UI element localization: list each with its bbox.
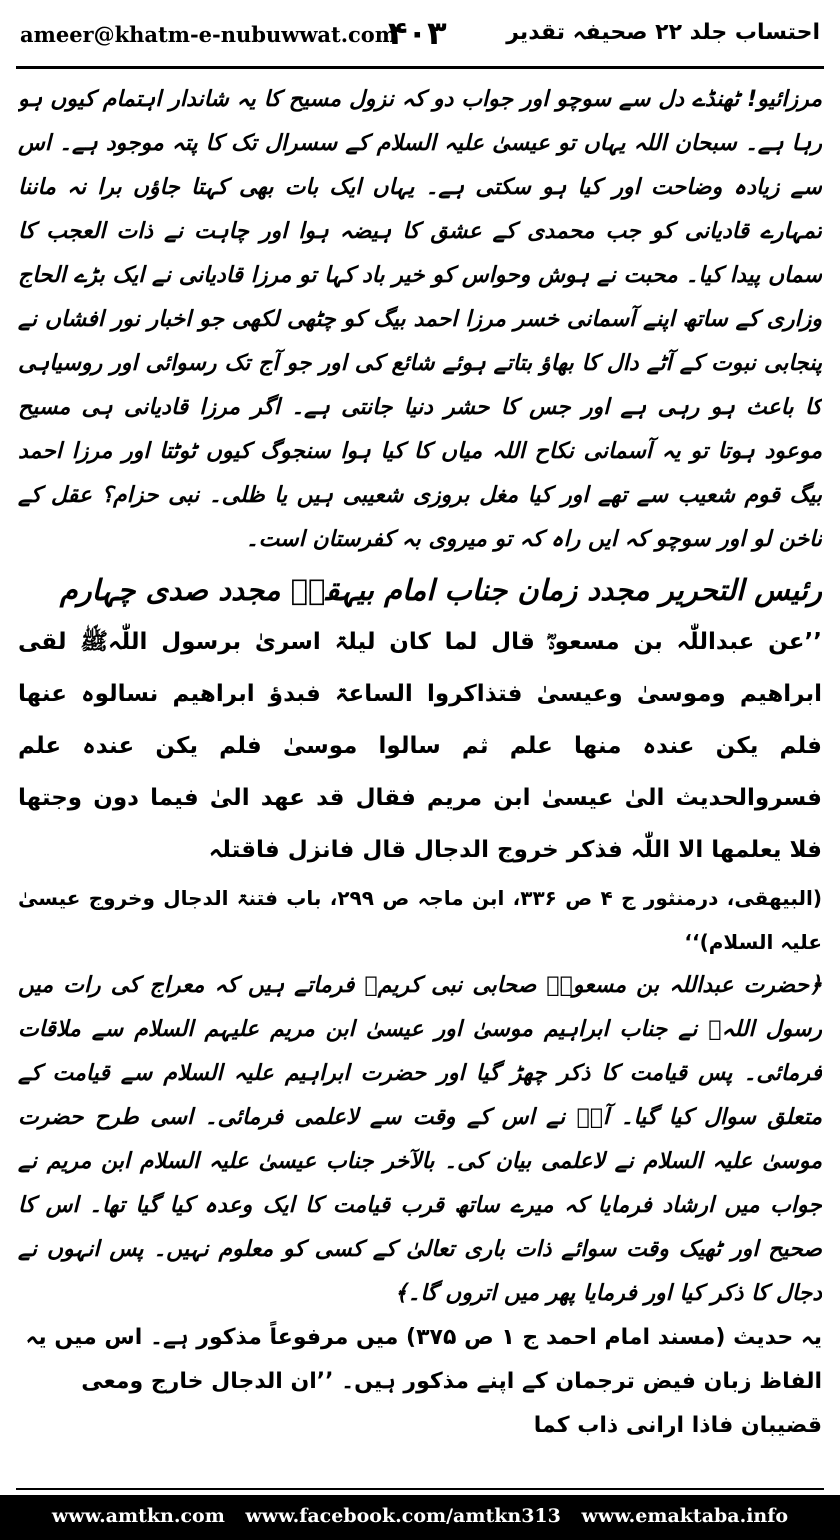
hadith-citation: (البیھقی، درمنثور ج ۴ ص ۳۳۶، ابن ماجہ ص ۲۹۹، باب فتنۃ الدجال وخروج عیسیٰ علیہ السلام)‘‘ <box>18 886 822 954</box>
paragraph-musnad: یہ حدیث (مسند امام احمد ج ۱ ص ۳۷۵) میں مرفوعاً مذکور ہے۔ اس میں یہ الفاظ زبان فیض ترجمان کے اپنے مذکور ہیں۔ ’’ان الدجال خارج ومعی قضیبان فاذا ارانی ذاب کما <box>25 1325 822 1438</box>
page-header <box>0 0 840 70</box>
section-heading: رئیس التحریر مجدد زمان جناب امام بیہقیؒ مجدد صدی چہارم <box>59 573 822 607</box>
paragraph-mirzaiyo: مرزائیو! ٹھنڈے دل سے سوچو اور جواب دو کہ نزول مسیح کا یہ شاندار اہتمام کیوں ہو رہا ہے۔ سبحان اللہ یہاں تو عیسیٰ علیہ السلام کے سسرال تک کا پتہ موجود ہے۔ اس سے زیادہ وضاحت اور کیا ہو سکتی ہے۔ یہاں ایک بات بھی کہتا جاؤں برا نہ ماننا تمہارے قادیانی کو جب محمدی کے عشق کا ہیضہ ہوا اور چاہت نے ذات العجب کا سماں پیدا کیا۔ محبت نے ہوش وحواس کو خیر باد کہا تو مرزا قادیانی نے ایک بڑے الحاج وزاری کے ساتھ اپنے آسمانی خسر مرزا احمد بیگ کو چٹھی لکھی جو اخبار نور افشاں نے پنجابی نبوت کے آٹے دال کا بھاؤ بتاتے ہوئے شائع کی اور جو آج تک رسوائی اور روسیاہی کا باعث ہو رہی ہے اور جس کا حشر دنیا جانتی ہے۔ اگر مرزا قادیانی ہی مسیح موعود ہوتا تو یہ آسمانی نکاح اللہ میاں کا کیا ہوا سنجوگ کیوں ٹوٹتا اور مرزا احمد بیگ قوم شعیب سے تھے اور کیا مغل بروزی شعیبی ہیں یا ظلی۔ نبی حزام؟ عقل کے ناخن لو اور سوچو کہ ایں راہ کہ تو میروی بہ کفرستان است۔ <box>18 87 822 552</box>
footer-bar <box>0 1495 840 1540</box>
paragraph-translation: ﴿حضرت عبداللہ بن مسعودؓ صحابی نبی کریمﷺ فرماتے ہیں کہ معراج کی رات میں رسول اللہﷺ نے جناب ابراہیم موسیٰ اور عیسیٰ ابن مریم علیہم السلام سے ملاقات فرمائی۔ پس قیامت کا ذکر چھڑ گیا اور حضرت ابراہیم علیہ السلام سے قیامت کے متعلق سوال کیا گیا۔ آپؑ نے اس کے وقت سے لاعلمی فرمائی۔ اسی طرح حضرت موسیٰ علیہ السلام نے لاعلمی بیان کی۔ بالآخر جناب عیسیٰ علیہ السلام ابن مریم نے جواب میں ارشاد فرمایا کہ میرے ساتھ قرب قیامت کا ایک وعدہ کیا گیا تھا۔ اس کا صحیح اور ٹھیک وقت سوائے ذات باری تعالیٰ کے کسی کو معلوم نہیں۔ پس انہوں نے دجال کا ذکر کیا اور فرمایا پھر میں اتروں گا۔﴾ <box>18 973 822 1306</box>
footer-rule <box>16 1488 824 1490</box>
footer-links: www.amtkn.com www.facebook.com/amtkn313 www.emaktaba.info <box>51 1505 789 1527</box>
header-rule <box>16 66 824 69</box>
page-body <box>18 78 822 1468</box>
arabic-hadith: ’’عن عبداللّٰہ بن مسعودؓ قال لما کان لیلۃ اسریٰ برسول اللّٰہﷺ لقی ابراھیم وموسیٰ وعیسیٰ فتذاکروا الساعۃ فبدؤ ابراھیم نسالوہ عنھا فلم یکن عندہ منھا علم ثم سالوا موسیٰ فلم یکن عندہ علم فسروالحدیث الیٰ عیسیٰ ابن مریم فقال قد عھد الیٰ فیما دون وجتھا فلا یعلمھا الا اللّٰہ فذکر خروج الدجال قال فانزل فاقتلہ <box>18 629 822 863</box>
email-address: ameer@khatm-e-nubuwwat.com <box>20 22 398 47</box>
page-number: ۴۰۳ <box>388 14 447 52</box>
running-title: احتساب جلد ۲۲ صحیفہ تقدیر <box>506 20 820 45</box>
